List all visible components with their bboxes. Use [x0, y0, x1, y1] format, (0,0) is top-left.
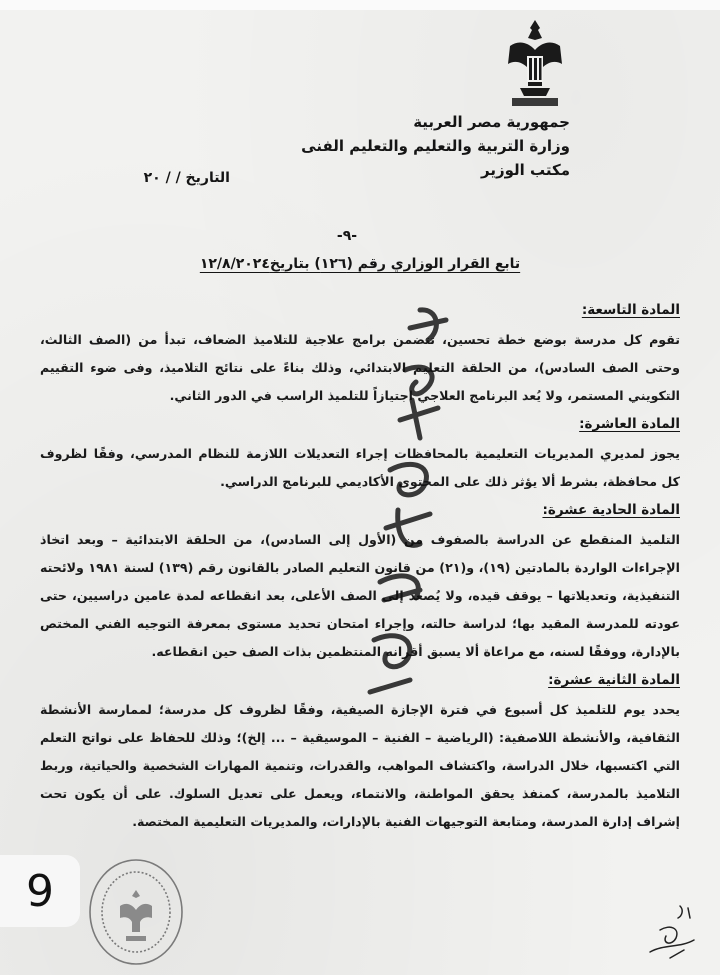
article-9 — [40, 300, 680, 410]
top-strip — [0, 0, 720, 10]
ministry-header — [301, 110, 570, 182]
ministry-name: وزارة التربية والتعليم والتعليم الفنى — [301, 137, 570, 155]
eagle-emblem-icon — [500, 16, 570, 111]
article-body: تقوم كل مدرسة بوضع خطة تحسين، تتضمن برامج علاجية للتلاميذ الضعاف، تبدأ من (الصف الثالث، وحتى الصف السادس)، من الحلقة التعليم الابتدائي، وذلك بناءً على نتائج التلاميذ، وفى ضوء التقييم التكويني المستمر، ولا يُعد البرنامج العلاجي اجتيازاً للتلميذ الراسب في الدور الثاني. — [40, 332, 680, 403]
signature-icon — [640, 900, 710, 965]
article-heading: المادة التاسعة: — [581, 302, 680, 318]
article-10 — [40, 414, 680, 496]
official-seal-icon — [86, 856, 186, 968]
office-name: مكتب الوزير — [480, 161, 570, 179]
article-heading: المادة الحادية عشرة: — [542, 502, 680, 518]
article-body: يجوز لمديري المديريات التعليمية بالمحافظات إجراء التعديلات اللازمة للنظام المدرسي، وفقًا لظروف كل محافظة، بشرط ألا يؤثر ذلك على المحتوى الأكاديمي للبرنامج الدراسي. — [40, 446, 680, 489]
article-11 — [40, 500, 680, 666]
article-heading: المادة العاشرة: — [579, 416, 680, 432]
decree-title: تابع القرار الوزاري رقم (١٢٦) بتاريخ١٢/٨/٢٠٢٤ — [199, 256, 521, 272]
article-body: التلميذ المنقطع عن الدراسة بالصفوف من (الأول إلى السادس)، من الحلقة الابتدائية – وبعد اتخاذ الإجراءات الواردة بالمادتين (١٩)، و(٢١) من قانون التعليم الصادر بالقانون رقم (١٣٩) لسنة ١٩٨١ ولائحته التنفيذية، وتعديلاتها – يوقف قيده، ولا يُصعد إلى الصف الأعلى، بعد انقطاعه لمدة عامين دراسيين، حتى عودته للمدرسة المقيد بها؛ لدراسة حالته، وإجراء امتحان تحديد مستوى بمعرفة التوجيه الفني المختص بالإدارة، ووفقًا لسنه، مع مراعاة ألا يسبق أقرانه المنتظمين بذات الصف حين انقطاعه. — [40, 532, 680, 659]
republic-name: جمهورية مصر العربية — [413, 113, 570, 131]
article-heading: المادة الثانية عشرة: — [548, 672, 680, 688]
date-field: التاريخ / / ٢٠ — [143, 170, 230, 186]
article-body: يحدد يوم للتلميذ كل أسبوع في فترة الإجازة الصيفية، وفقًا لظروف كل مدرسة؛ لممارسة الأنشطة الثقافية، والأنشطة اللاصفية: (الرياضية – الفنية – الموسيقية – ... إلخ)؛ وذلك للحفاظ على نواتج التعلم التي اكتسبها، خلال الدراسة، واكتشاف المواهب، والقدرات، وتنمية المهارات الشخصية والحياتية، وربط التلاميذ بالمدرسة، كمنفذ يحقق المواطنة، والانتماء، ويعمل على تعديل السلوك. على أن يكون تحت إشراف إدارة المدرسة، ومتابعة التوجيهات الفنية بالإدارات، والمديريات التعليمية المختصة. — [40, 702, 680, 829]
page-marker: -٩- — [336, 228, 358, 244]
article-12 — [40, 670, 680, 836]
articles-content — [40, 300, 680, 840]
page-number-badge: 9 — [0, 855, 80, 927]
